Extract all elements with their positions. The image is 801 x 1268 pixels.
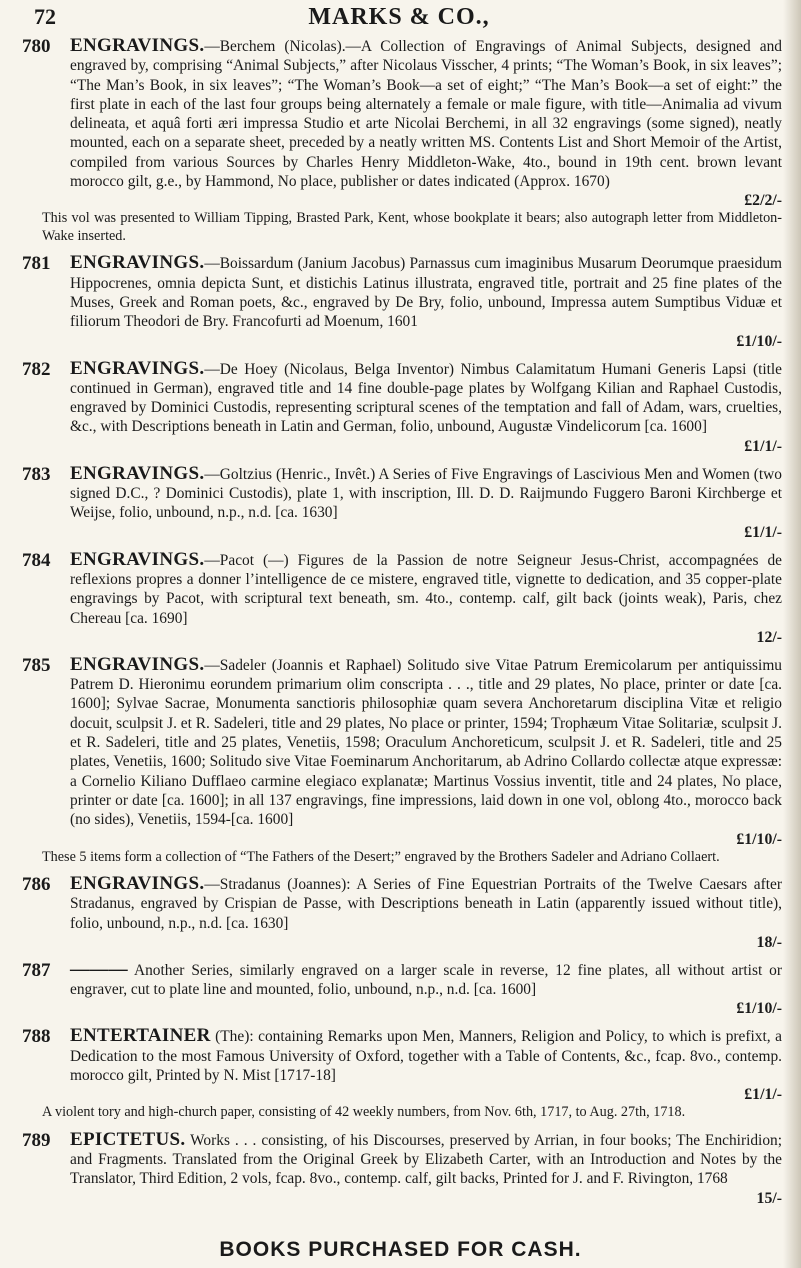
running-head: MARKS & CO., — [308, 4, 490, 30]
entry-body: —Sadeler (Joannis et Raphael) Solitudo sive Vitae Patrum Eremicolarum per antiquissimu Patrem D. Hieronimu eorundem primarium olim conscripta . . ., title and 29 plates, No place, printer or date [ca. 1600]; Sylvae Sacrae, Monumenta sanctioris philosophiæ quam severa Anchoretarum disciplina Vitæ et religio docuit, sculpsit J. et R. Sadeleri, title and 29 plates, No place or printer, 1594; Trophæum Vitae Solitariæ, sculpsit J. et R. Sadeleri, title and 25 plates, Venetiis, 1598; Oraculum Anchoreticum, sculpsit J. et R. Sadeleri, title and 25 plates, Venetiis, 1600; Solitudo sive Vitae Foeminarum Anchoritarum, ab Adrino Collardo collectæ atque expressæ: a Cornelio Kiliano Dufflaeo carmine elegiaco explanatæ; Martinus Vossius inventit, title and 24 plates, No place, printer or date [ca. 1600]; in all 137 engravings, fine impressions, laid down in one vol, oblong 4to., morocco back (no sides), Venetiis, 1594-[ca. 1600] — [70, 656, 782, 829]
entry-body: Works . . . consisting, of his Discourses, preserved by Arrian, in four books; The Enchiridion; and Fragments. Translated from the Original Greek by Elizabeth Carter, with an Introduction and Notes by the Translator, Third Edition, 2 vols, fcap. 8vo., contemp. calf, gilt backs, Printed for J. and F. Rivington, 1768 — [70, 1131, 782, 1188]
catalogue-entry — [22, 550, 782, 647]
entry-heading: ENGRAVINGS. — [70, 252, 205, 274]
entry-body: —De Hoey (Nicolaus, Belga Inventor) Nimbus Calamitatum Humani Generis Lapsi (title continued in German), engraved title and 14 fine double-page plates by Wolfgang Kilian and Raphael Custodis, engraved by Dominici Custodis, representing scriptural scenes of the temptation and fall of Adam, wars, cruelties, &c., with Descriptions beneath in Latin and German, folio, unbound, Augustæ Vindelicorum [ca. 1600] — [70, 360, 782, 436]
entry-price: £1/1/- — [744, 1086, 782, 1104]
entry-price: 12/- — [756, 628, 782, 646]
entry-note: This vol was presented to William Tipping, Brasted Park, Kent, whose bookplate it bears; also autograph letter from Middleton-Wake inserted. — [42, 210, 782, 244]
entry-body: —Goltzius (Henric., Invêt.) A Series of Five Engravings of Lascivious Men and Women (two signed D.C., ? Dominici Custodis), plate 1, with inscription, Ill. D. D. Raijmundo Fuggero Baroni Kirchberge et Weijse, folio, unbound, n.p., n.d. [ca. 1630] — [70, 465, 782, 522]
entry-heading: EPICTETUS. — [70, 1128, 186, 1150]
entry-note: These 5 items form a collection of “The Fathers of the Desert;” engraved by the Brothers Sadeler and Adriano Collaert. — [42, 848, 720, 865]
catalogue-entry — [22, 655, 782, 866]
entry-description — [70, 464, 782, 542]
entry-description — [70, 655, 782, 849]
entry-heading: ENGRAVINGS. — [70, 548, 205, 570]
lot-number: 780 — [22, 36, 51, 57]
entry-body: —Pacot (—) Figures de la Passion de notre Seigneur Jesus-Christ, accompagnées de reflexions propres a donner l’intelligence de ce mistere, engraved title, vignette to dedication, and 35 copper-plate engravings by Pacot, with scriptural text beneath, sm. 4to., contemp. calf, gilt back (joints weak), Paris, chez Chereau [ca. 1690] — [70, 551, 782, 627]
entry-description — [70, 550, 782, 647]
catalogue-entry — [22, 960, 782, 1019]
entry-description — [70, 1130, 782, 1208]
entry-price: £1/10/- — [736, 1000, 782, 1018]
lot-number: 781 — [22, 253, 51, 275]
catalogue-entry — [22, 359, 782, 456]
catalogue-entry — [22, 1026, 782, 1121]
catalogue-entry — [22, 253, 782, 350]
lot-number: 782 — [22, 358, 51, 380]
entry-heading: ENGRAVINGS. — [70, 873, 205, 894]
page-header — [34, 4, 764, 36]
catalogue-entry — [22, 464, 782, 542]
lot-number: 784 — [22, 549, 51, 571]
entry-body: —Boissardum (Janium Jacobus) Parnassus cum imaginibus Musarum Deorumque praesidum Hippocrenes, omnia depicta Sunt, et distichis Latinus illustrata, engraved title, portrait and 25 fine plates of the Muses, Greek and Roman poets, &c., engraved by De Bry, folio, unbound, Impressa autem Sumptibus Viduæ et filiorum Theodori de Bry. Francofurti ad Moenum, 1601 — [70, 255, 782, 331]
entry-heading: ——— — [70, 958, 128, 980]
entry-description — [70, 253, 782, 350]
entry-heading: ENGRAVINGS. — [70, 653, 205, 675]
page-edge-shadow — [783, 0, 801, 1268]
catalogue-entries — [22, 36, 782, 1216]
entry-price: £1/1/- — [744, 523, 782, 541]
entry-price: 15/- — [756, 1189, 782, 1207]
entry-description — [70, 36, 782, 210]
entry-body: Another Series, similarly engraved on a larger scale in reverse, 12 fine plates, all without artist or engraver, cut to plate line and mounted, folio, unbound, n.p., n.d. [ca. 1600] — [70, 961, 782, 999]
entry-price: £1/1/- — [744, 437, 782, 455]
entry-description — [70, 359, 782, 456]
page-footer: BOOKS PURCHASED FOR CASH. — [219, 1238, 582, 1261]
entry-price: 18/- — [756, 933, 782, 951]
lot-number: 787 — [22, 959, 51, 981]
entry-body: —Berchem (Nicolas).—A Collection of Engravings of Animal Subjects, designed and engraved by, comprising “Animal Subjects,” after Nicolaus Visscher, 4 prints; “The Woman’s Book, in six leaves”; “The Man’s Book, in six leaves”; “The Woman’s Book—a set of eight;” “The Man’s Book—a set of eight:” the first plate in each of the last four groups being alternately a female or male figure, with title—Animalia ad vivum delineata, et aquâ forti æri impressa Studio et arte Nicolai Berchemi, in all 32 engravings (some signed), neatly mounted, each on a separate sheet, preceded by a neatly written MS. Contents List and Short Memoir of the Artist, compiled from various Sources by Charles Henry Middleton-Wake, 4to., bound in 19th cent. brown levant morocco gilt, g.e., by Hammond, No place, publisher or dates indicated (Approx. 1670) — [70, 38, 782, 191]
entry-body: —Stradanus (Joannes): A Series of Fine Equestrian Portraits of the Twelve Caesars after Stradanus, engraved by Crispian de Passe, with Descriptions beneath in Latin (apparently issued without title), folio, unbound, n.p., n.d. [ca. 1630] — [70, 876, 782, 932]
entry-heading: ENTERTAINER — [70, 1025, 211, 1047]
entry-heading: ENGRAVINGS. — [70, 357, 205, 379]
entry-description — [70, 960, 782, 1019]
entry-description — [70, 1026, 782, 1104]
lot-number: 783 — [22, 463, 51, 485]
catalogue-entry — [22, 874, 782, 952]
entry-price: £1/10/- — [736, 332, 782, 350]
entry-heading: ENGRAVINGS. — [70, 462, 205, 484]
entry-body: (The): containing Remarks upon Men, Manners, Religion and Policy, to which is prefixt, a Dedication to the most Famous University of Oxford, together with a Table of Contents, &c., fcap. 8vo., contemp. morocco gilt, Printed by N. Mist [1717-18] — [70, 1028, 782, 1085]
entry-heading: ENGRAVINGS. — [70, 35, 205, 56]
entry-description — [70, 874, 782, 952]
entry-price: £1/10/- — [736, 830, 782, 848]
entry-price: £2/2/- — [744, 192, 782, 210]
entry-note: A violent tory and high-church paper, consisting of 42 weekly numbers, from Nov. 6th, 1717, to Aug. 27th, 1718. — [42, 1104, 686, 1121]
lot-number: 788 — [22, 1026, 51, 1048]
lot-number: 786 — [22, 874, 51, 895]
page-number: 72 — [34, 4, 56, 29]
lot-number: 789 — [22, 1129, 51, 1151]
lot-number: 785 — [22, 654, 51, 676]
catalogue-entry — [22, 1130, 782, 1208]
catalogue-entry — [22, 36, 782, 245]
